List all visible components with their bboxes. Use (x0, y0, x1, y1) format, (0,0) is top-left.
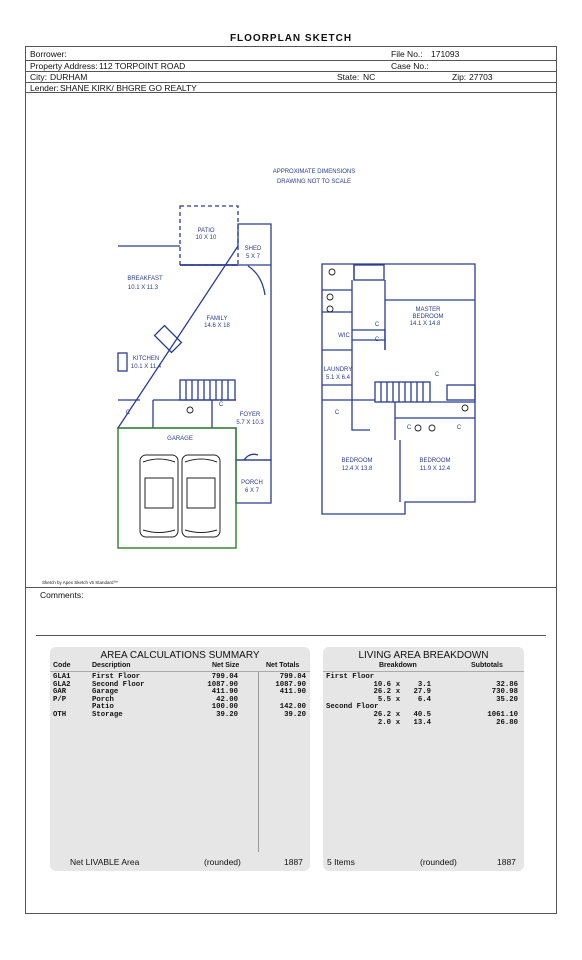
area-cell-net: 39.20 (216, 711, 238, 719)
room-bed1: BEDROOM (341, 458, 373, 464)
property-address: 112 TORPOINT ROAD (99, 61, 186, 71)
area-cell-code: OTH (53, 711, 67, 719)
living-cell-x: x (395, 688, 401, 697)
car-icon (182, 455, 220, 537)
living-cell-a: 26.2 (373, 688, 391, 697)
area-cell-net: 42.00 (216, 695, 238, 704)
area-cell-total: 142.00 (279, 703, 306, 712)
room-bed2: BEDROOM (419, 458, 451, 464)
col-code: Code (53, 662, 71, 669)
living-cell-x: x (395, 695, 401, 704)
zip: 27703 (469, 72, 493, 82)
room-laundry-dim: 5.1 X 6.4 (325, 375, 351, 381)
living-cell-b: 6.4 (417, 695, 431, 704)
room-porch: PORCH (241, 480, 263, 486)
area-cell-net: 100.00 (211, 703, 238, 712)
city-label: City: (30, 72, 47, 82)
room-foyer: FOYER (239, 412, 261, 418)
note-approx: APPROXIMATE DIMENSIONS (272, 169, 356, 175)
room-family: FAMILY (206, 316, 228, 322)
closet-label: C (374, 337, 380, 343)
living-cell-sub: 730.98 (491, 688, 518, 697)
file-label: File No.: (391, 49, 423, 59)
living-cell-label: First Floor (326, 673, 375, 681)
room-breakfast: BREAKFAST (127, 276, 163, 282)
zip-label: Zip: (452, 72, 467, 82)
area-cell-code: P/P (53, 695, 67, 704)
sketch-credit: Sketch by Apex Sketch v5 Standard™ (42, 580, 119, 585)
area-cell-total: 39.20 (284, 711, 306, 719)
living-cell-sub: 32.86 (496, 680, 518, 689)
col-breakdown: Breakdown (379, 662, 417, 669)
room-garage: GARAGE (167, 436, 193, 442)
lender: SHANE KIRK/ BHGRE GO REALTY (60, 83, 197, 93)
living-cell-x: x (395, 711, 401, 719)
room-shed: SHED (244, 246, 262, 252)
borrower-label: Borrower: (30, 49, 67, 59)
closet-label: C (456, 425, 462, 431)
room-patio: PATIO (197, 228, 215, 234)
file-no: 171093 (431, 49, 460, 59)
living-cell-sub: 26.80 (496, 718, 518, 727)
closet-label: C (125, 410, 131, 416)
page-title: FLOORPLAN SKETCH (229, 33, 353, 44)
room-foyer-dim: 5.7 X 10.3 (236, 420, 264, 426)
room-master-dim: 14.1 X 14.8 (409, 321, 441, 327)
area-cell-desc: Second Floor (92, 680, 145, 689)
room-shed-dim: 5 X 7 (245, 254, 261, 260)
room-wic: WIC (338, 333, 350, 339)
area-cell-desc: Garage (92, 688, 119, 697)
living-breakdown-panel (323, 647, 524, 871)
room-kitchen-dim: 10.1 X 11.4 (130, 364, 162, 370)
living-cell-b: 27.9 (413, 688, 431, 697)
garage-outline (118, 428, 236, 548)
area-summary-panel (50, 647, 310, 871)
living-cell-b: 13.4 (413, 718, 431, 727)
room-family-dim: 14.6 X 18 (204, 323, 230, 329)
col-net: Net Size (212, 662, 240, 669)
area-cell-net: 1087.90 (207, 680, 238, 689)
city: DURHAM (50, 72, 88, 82)
living-cell-b: 3.1 (417, 680, 431, 689)
rounded-label: (rounded) (420, 857, 457, 867)
room-master: MASTER (415, 307, 441, 313)
rounded-label: (rounded) (204, 857, 241, 867)
living-cell-a: 2.0 (377, 718, 391, 727)
area-cell-code: GLA2 (53, 680, 71, 689)
property-label: Property Address: (30, 61, 98, 71)
room-breakfast-dim: 10.1 X 11.3 (127, 285, 159, 291)
area-cell-desc: Porch (92, 695, 114, 704)
area-cell-total: 1087.90 (275, 680, 306, 689)
col-subtotals: Subtotals (471, 662, 503, 669)
living-cell-a: 26.2 (373, 711, 391, 719)
col-totals: Net Totals (266, 662, 300, 669)
living-cell-label: Second Floor (326, 703, 379, 712)
closet-label: C (334, 410, 340, 416)
col-desc: Description (92, 662, 131, 669)
closet-label: C (374, 322, 380, 328)
car-icon (140, 455, 178, 537)
state-label: State: (337, 72, 360, 82)
net-livable-value: 1887 (284, 857, 303, 867)
living-cell-sub: 1061.10 (487, 711, 518, 719)
room-kitchen: KITCHEN (132, 356, 160, 362)
area-cell-desc: Storage (92, 711, 123, 719)
net-livable-label: Net LIVABLE Area (70, 857, 140, 867)
area-cell-code: GAR (53, 688, 67, 697)
area-cell-desc: First Floor (92, 673, 141, 681)
lender-label: Lender: (30, 83, 59, 93)
area-cell-net: 799.04 (211, 673, 238, 681)
area-cell-desc: Patio (92, 703, 114, 712)
room-master-2: BEDROOM (412, 314, 444, 320)
state: NC (363, 72, 376, 82)
room-bed2-dim: 11.9 X 12.4 (419, 466, 451, 472)
living-cell-x: x (395, 718, 401, 727)
comments-label: Comments: (40, 590, 84, 600)
room-patio-dim: 10 X 10 (195, 235, 217, 241)
living-breakdown-title: LIVING AREA BREAKDOWN (358, 650, 489, 661)
living-cell-sub: 35.20 (496, 695, 518, 704)
living-cell-a: 10.6 (373, 680, 391, 689)
living-total-value: 1887 (497, 857, 516, 867)
living-cell-b: 40.5 (413, 711, 431, 719)
area-summary-title: AREA CALCULATIONS SUMMARY (100, 650, 260, 661)
living-cell-x: x (395, 680, 401, 689)
room-bed1-dim: 12.4 X 13.8 (341, 466, 373, 472)
living-cell-a: 5.5 (377, 695, 391, 704)
area-cell-code: GLA1 (53, 673, 71, 681)
area-cell-net: 411.90 (211, 688, 238, 697)
area-cell-total: 799.04 (279, 673, 306, 681)
closet-label: C (434, 372, 440, 378)
closet-label: C (406, 425, 412, 431)
area-cell-total: 411.90 (279, 688, 306, 697)
items-count: 5 Items (327, 857, 355, 867)
room-porch-dim: 6 X 7 (244, 488, 260, 494)
case-label: Case No.: (391, 61, 429, 71)
room-laundry: LAUNDRY (323, 367, 353, 373)
note-scale: DRAWING NOT TO SCALE (276, 179, 352, 185)
closet-label: C (218, 402, 224, 408)
